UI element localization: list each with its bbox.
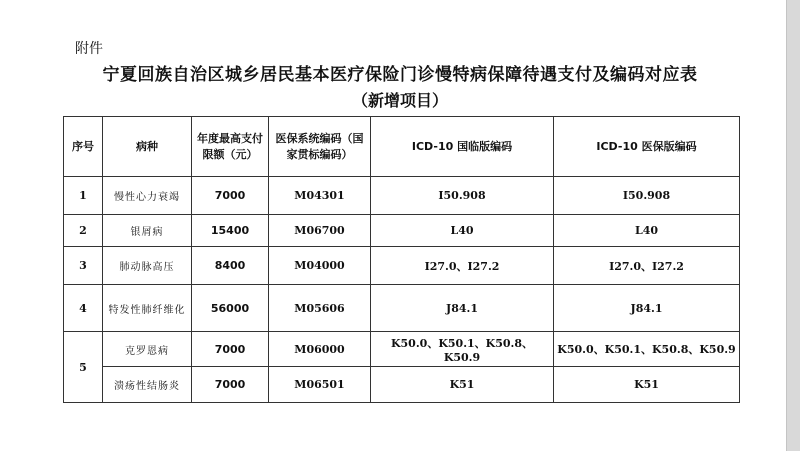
cell-disease: 慢性心力衰竭 [103, 177, 192, 215]
cell-icd-clinical: L40 [371, 215, 554, 247]
header-icd-clinical: ICD-10 国临版编码 [371, 117, 554, 177]
cell-disease: 溃疡性结肠炎 [103, 367, 192, 403]
cell-icd-insurance: L40 [554, 215, 740, 247]
cell-seq: 1 [64, 177, 103, 215]
disease-code-table [63, 116, 740, 403]
header-limit: 年度最高支付限额（元） [192, 117, 269, 177]
cell-code: M04301 [269, 177, 371, 215]
table-row [64, 177, 740, 215]
cell-seq: 3 [64, 247, 103, 285]
header-seq: 序号 [64, 117, 103, 177]
cell-icd-insurance: J84.1 [554, 285, 740, 332]
cell-code: M06700 [269, 215, 371, 247]
table-row [64, 247, 740, 285]
cell-code: M05606 [269, 285, 371, 332]
cell-disease: 银屑病 [103, 215, 192, 247]
cell-limit: 8400 [192, 247, 269, 285]
cell-limit: 56000 [192, 285, 269, 332]
cell-disease: 特发性肺纤维化 [103, 285, 192, 332]
table-row [64, 215, 740, 247]
cell-icd-insurance: I27.0、I27.2 [554, 247, 740, 285]
cell-disease: 克罗恩病 [103, 332, 192, 367]
cell-limit: 7000 [192, 367, 269, 403]
table-row [64, 332, 740, 367]
cell-code: M06000 [269, 332, 371, 367]
cell-limit: 7000 [192, 332, 269, 367]
header-system-code: 医保系统编码（国家贯标编码） [269, 117, 371, 177]
cell-code: M06501 [269, 367, 371, 403]
cell-limit: 15400 [192, 215, 269, 247]
cell-icd-clinical: K51 [371, 367, 554, 403]
cell-seq: 4 [64, 285, 103, 332]
cell-icd-insurance: I50.908 [554, 177, 740, 215]
cell-icd-clinical: I50.908 [371, 177, 554, 215]
header-disease: 病种 [103, 117, 192, 177]
table-row [64, 367, 740, 403]
cell-icd-insurance: K50.0、K50.1、K50.8、K50.9 [554, 332, 740, 367]
cell-icd-clinical: J84.1 [371, 285, 554, 332]
document-subtitle: （新增项目） [351, 91, 448, 110]
cell-limit: 7000 [192, 177, 269, 215]
table-header-row [64, 117, 740, 177]
cell-icd-clinical: I27.0、I27.2 [371, 247, 554, 285]
document-title: 宁夏回族自治区城乡居民基本医疗保险门诊慢特病保障待遇支付及编码对应表 [102, 65, 698, 85]
header-icd-insurance: ICD-10 医保版编码 [554, 117, 740, 177]
cell-icd-clinical: K50.0、K50.1、K50.8、K50.9 [371, 332, 554, 367]
attachment-label: 附件 [75, 41, 103, 57]
cell-disease: 肺动脉高压 [103, 247, 192, 285]
table-row [64, 285, 740, 332]
cell-icd-insurance: K51 [554, 367, 740, 403]
cell-seq: 2 [64, 215, 103, 247]
cell-seq: 5 [64, 332, 103, 403]
cell-code: M04000 [269, 247, 371, 285]
